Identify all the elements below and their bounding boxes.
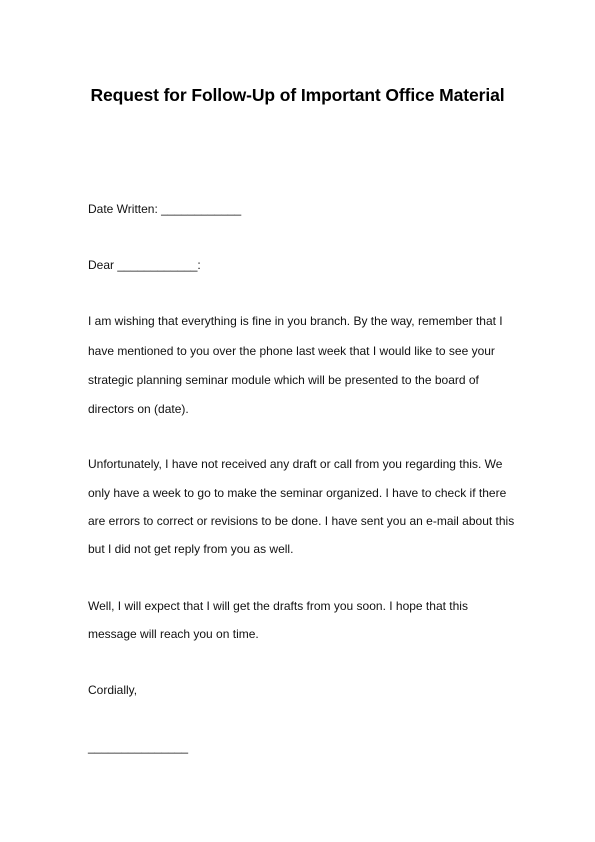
paragraph-1-line-2: have mentioned to you over the phone last week that I would like to see your (88, 344, 495, 358)
paragraph-1-line-1: I am wishing that everything is fine in you branch. By the way, remember that I (88, 314, 503, 328)
paragraph-1-line-3: strategic planning seminar module which will be presented to the board of (88, 373, 479, 387)
closing-line: Cordially, (88, 683, 138, 697)
date-written-line: Date Written: ____________ (88, 202, 242, 216)
document-title: Request for Follow-Up of Important Office Material (90, 85, 505, 105)
paragraph-2-line-4: but I did not get reply from you as well. (88, 542, 294, 556)
salutation-line: Dear ____________: (88, 258, 201, 272)
paragraph-1-line-4: directors on (date). (88, 402, 189, 416)
signature-line: _______________ (88, 740, 189, 754)
paragraph-2-line-2: only have a week to go to make the seminar organized. I have to check if there (88, 486, 507, 500)
paragraph-2-line-3: are errors to correct or revisions to be done. I have sent you an e-mail about this (88, 514, 515, 528)
paragraph-3-line-2: message will reach you on time. (88, 627, 259, 641)
paragraph-2-line-1: Unfortunately, I have not received any draft or call from you regarding this. We (88, 457, 503, 471)
paragraph-3-line-1: Well, I will expect that I will get the drafts from you soon. I hope that this (88, 599, 468, 613)
